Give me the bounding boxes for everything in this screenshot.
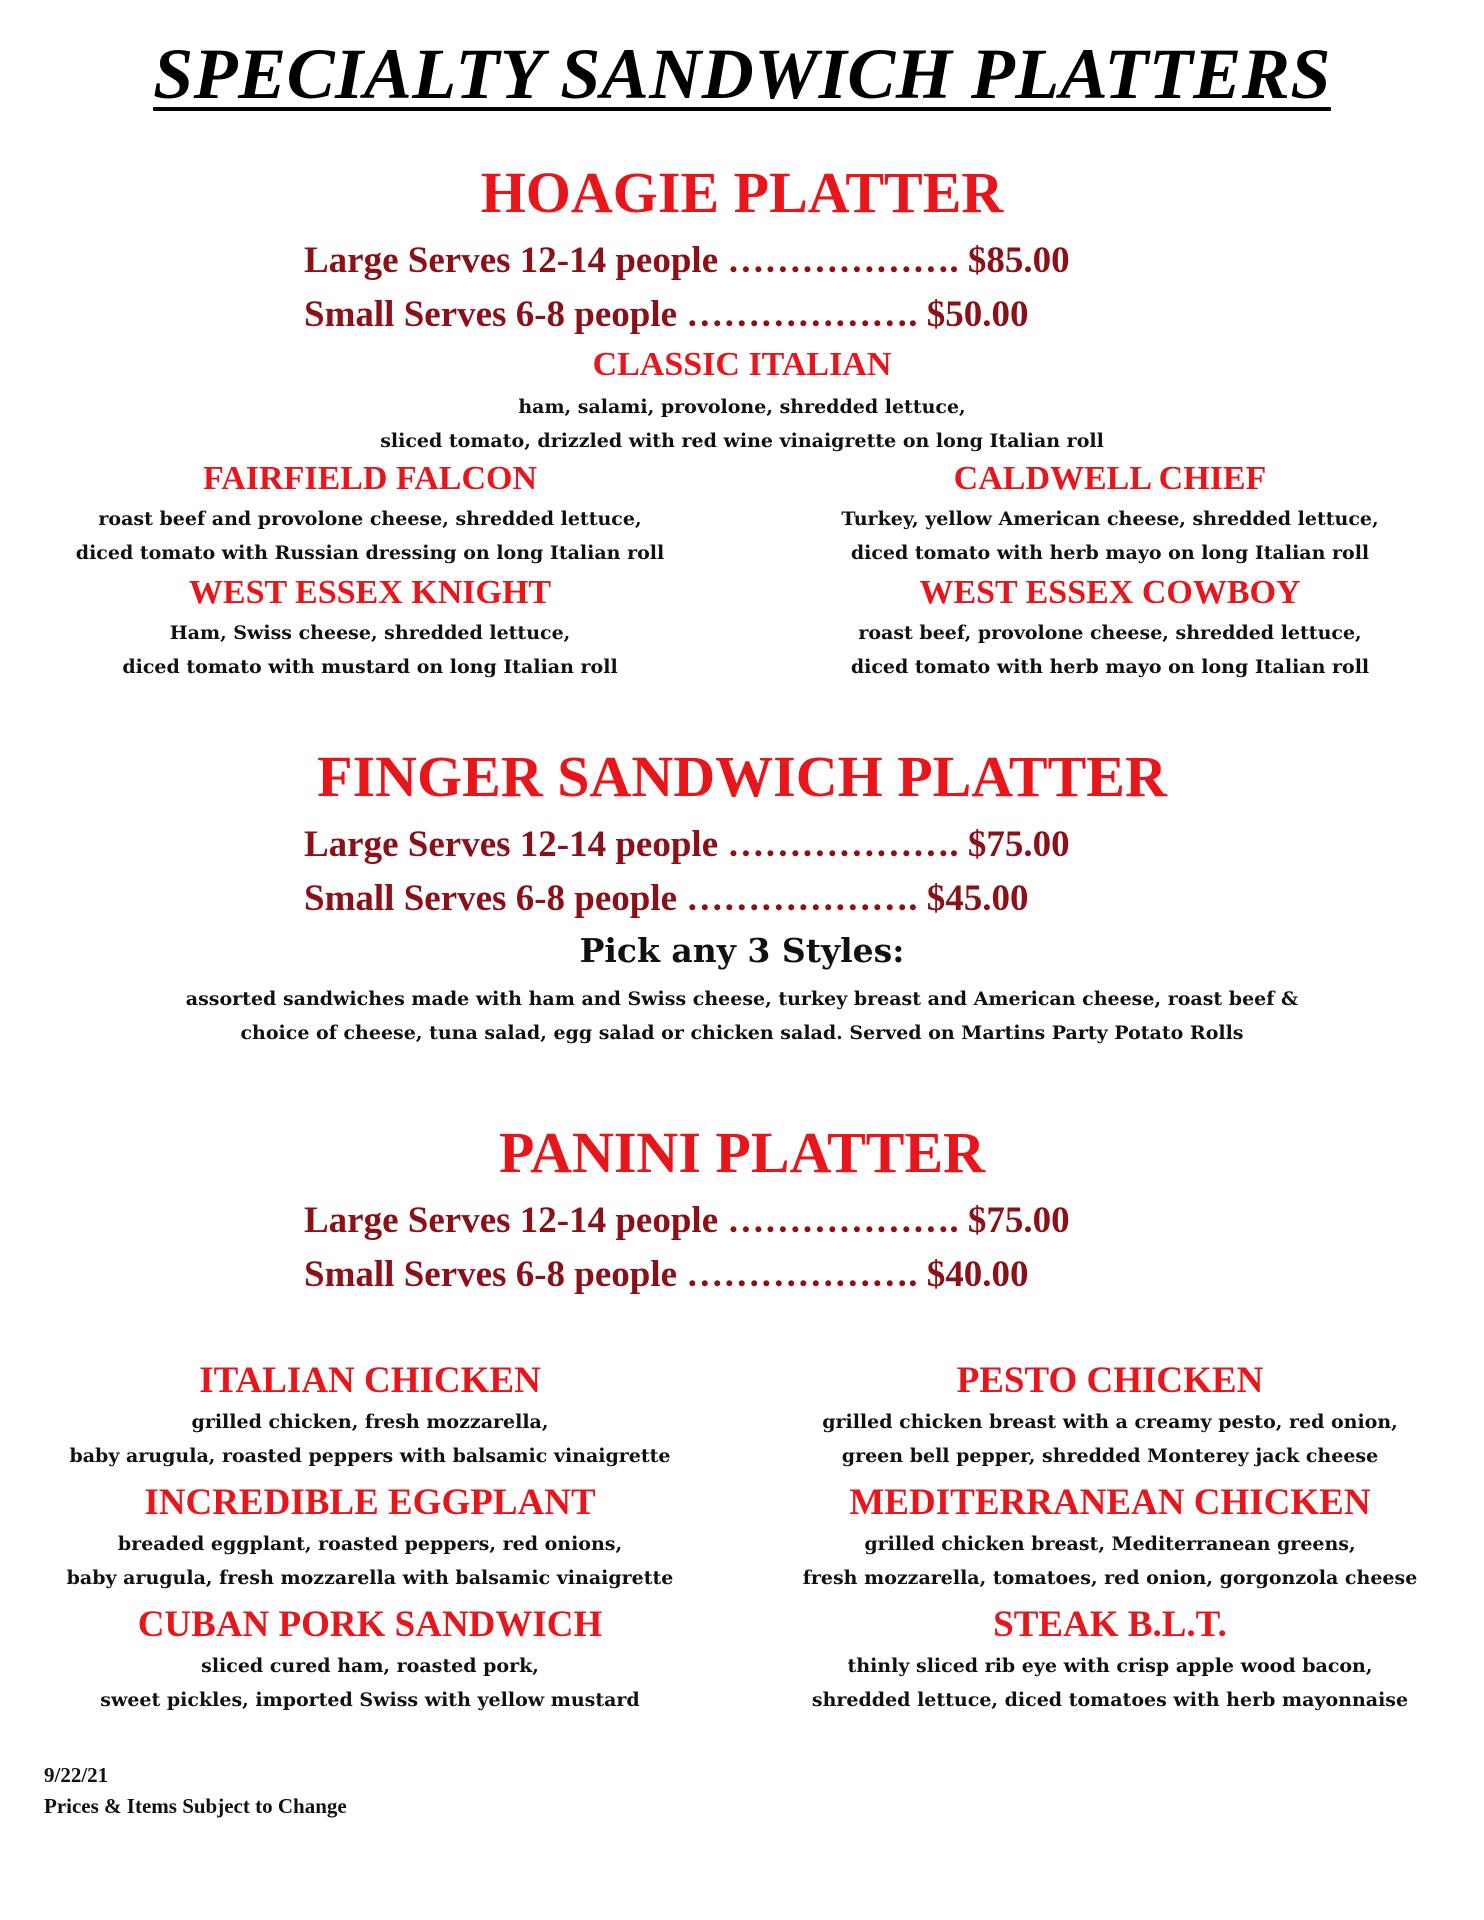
hoagie-item-title: WEST ESSEX KNIGHT [188, 574, 552, 611]
hoagie-item [40, 462, 700, 570]
panini-item-title: PESTO CHICKEN [956, 1360, 1264, 1401]
hoagie-item-desc: diced tomato with mustard on long Italian roll [122, 656, 618, 678]
panini-item-title: MEDITERRANEAN CHICKEN [849, 1482, 1371, 1523]
panini-item-desc: thinly sliced rib eye with crisp apple wood bacon, [847, 1655, 1373, 1677]
hoagie-item-desc: roast beef, provolone cheese, shredded lettuce, [858, 622, 1362, 644]
panini-item [40, 1606, 700, 1717]
finger-platter-title: FINGER SANDWICH PLATTER [317, 744, 1167, 809]
panini-item-desc: sweet pickles, imported Swiss with yellow mustard [100, 1689, 640, 1711]
hoagie-item-desc: diced tomato with herb mayo on long Italian roll [850, 656, 1370, 678]
hoagie-small-price: Small Serves 6-8 people ………………. $50.00 [304, 294, 1029, 335]
finger-desc: assorted sandwiches made with ham and Swiss cheese, turkey breast and American cheese, roast beef & [185, 988, 1299, 1010]
hoagie-item-desc: diced tomato with Russian dressing on long Italian roll [75, 542, 665, 564]
panini-item-title: ITALIAN CHICKEN [199, 1360, 541, 1401]
hoagie-item [40, 576, 700, 684]
panini-item-desc: fresh mozzarella, tomatoes, red onion, gorgonzola cheese [802, 1567, 1418, 1589]
panini-item [770, 1484, 1450, 1595]
panini-item-title: INCREDIBLE EGGPLANT [144, 1482, 596, 1523]
hoagie-item-title: WEST ESSEX COWBOY [919, 574, 1301, 611]
panini-item-desc: grilled chicken breast with a creamy pesto, red onion, [822, 1411, 1398, 1433]
hoagie-item-desc: diced tomato with herb mayo on long Italian roll [850, 542, 1370, 564]
hoagie-item [770, 462, 1450, 570]
panini-item-desc: baby arugula, fresh mozzarella with balsamic vinaigrette [66, 1567, 674, 1589]
panini-platter-title: PANINI PLATTER [498, 1120, 986, 1185]
hoagie-item-title: CLASSIC ITALIAN [592, 346, 892, 383]
panini-small-price: Small Serves 6-8 people ………………. $40.00 [304, 1254, 1029, 1295]
finger-small-price: Small Serves 6-8 people ………………. $45.00 [304, 878, 1029, 919]
hoagie-item-title: CALDWELL CHIEF [953, 460, 1267, 497]
panini-item-title: STEAK B.L.T. [993, 1604, 1227, 1645]
panini-item [40, 1484, 700, 1595]
hoagie-item-desc: sliced tomato, drizzled with red wine vinaigrette on long Italian roll [380, 430, 1104, 452]
panini-item-desc: sliced cured ham, roasted pork, [201, 1655, 539, 1677]
panini-item-desc: breaded eggplant, roasted peppers, red onions, [117, 1533, 623, 1555]
finger-desc: choice of cheese, tuna salad, egg salad or chicken salad. Served on Martins Party Potato Rolls [240, 1022, 1244, 1044]
hoagie-item-desc: Ham, Swiss cheese, shredded lettuce, [169, 622, 571, 644]
pick-styles-heading: Pick any 3 Styles: [579, 931, 905, 970]
hoagie-item-desc: roast beef and provolone cheese, shredded lettuce, [98, 508, 642, 530]
panini-item [770, 1606, 1450, 1717]
panini-item-desc: shredded lettuce, diced tomatoes with herb mayonnaise [811, 1689, 1409, 1711]
panini-item [770, 1362, 1450, 1473]
hoagie-large-price: Large Serves 12-14 people ………………. $85.00 [304, 240, 1070, 281]
panini-item-desc: baby arugula, roasted peppers with balsamic vinaigrette [69, 1445, 671, 1467]
hoagie-item [770, 576, 1450, 684]
hoagie-platter-title: HOAGIE PLATTER [480, 160, 1004, 225]
panini-large-price: Large Serves 12-14 people ………………. $75.00 [304, 1200, 1070, 1241]
panini-item-desc: grilled chicken, fresh mozzarella, [191, 1411, 549, 1433]
page-title: SPECIALTY SANDWICH PLATTERS [153, 34, 1331, 114]
hoagie-item-desc: ham, salami, provolone, shredded lettuce, [518, 396, 966, 418]
panini-item-desc: green bell pepper, shredded Monterey jack cheese [841, 1445, 1379, 1467]
price-disclaimer: Prices & Items Subject to Change [44, 1794, 347, 1818]
finger-large-price: Large Serves 12-14 people ………………. $75.00 [304, 824, 1070, 865]
hoagie-item-title: FAIRFIELD FALCON [202, 460, 538, 497]
menu-date: 9/22/21 [44, 1763, 109, 1787]
panini-item-desc: grilled chicken breast, Mediterranean greens, [864, 1533, 1356, 1555]
panini-item [40, 1362, 700, 1473]
hoagie-item-desc: Turkey, yellow American cheese, shredded lettuce, [841, 508, 1379, 530]
panini-item-title: CUBAN PORK SANDWICH [137, 1604, 603, 1645]
